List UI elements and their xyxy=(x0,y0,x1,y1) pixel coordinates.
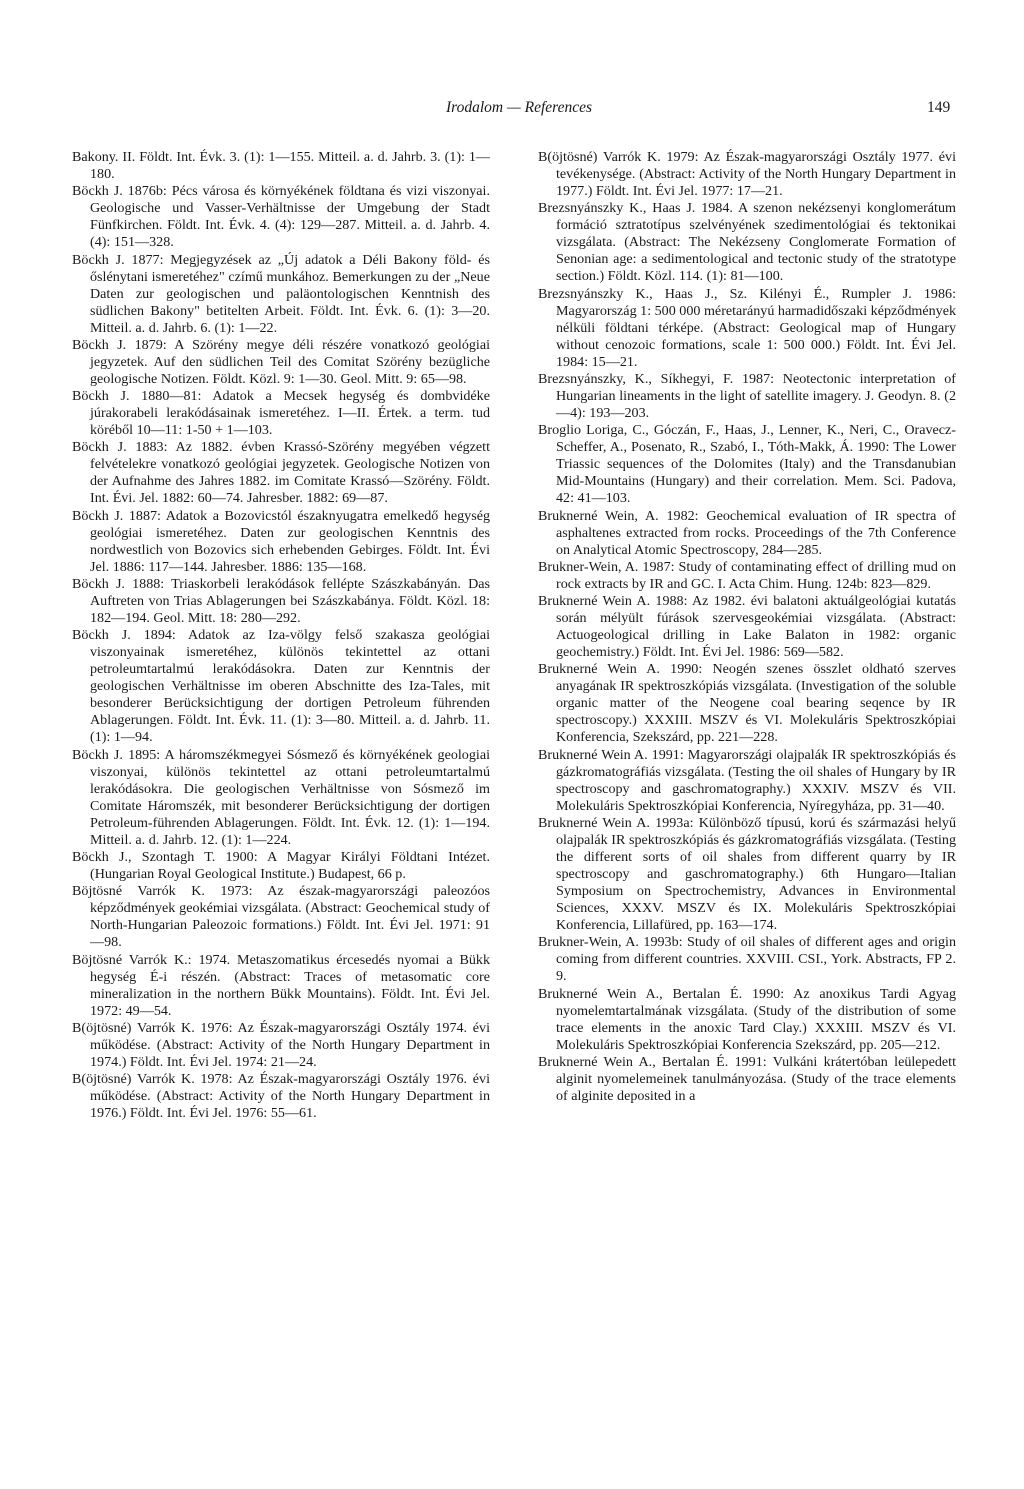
reference-entry: Böckh J. 1879: A Szörény megye déli részére vonatkozó geológiai jegyzetek. Auf den südlichen Teil des Comitat Szörény bezügliche geologische Notizen. Földt. Közl. 9: 1—30. Geol. Mitt. 9: 65—98. xyxy=(72,336,490,387)
reference-entry: Bruknerné Wein A. 1990: Neogén szenes összlet oldható szerves anyagának IR spektroszkópiás vizsgálata. (Investigation of the soluble organic matter of the Neogene coal bearing seqence by IR spectroscopy.) XXXIII. MSZV és VI. Molekuláris Spektroszkópiai Konferencia, Szekszárd, pp. 221—228. xyxy=(538,661,956,746)
reference-entry: Brezsnyánszky K., Haas J., Sz. Kilényi É., Rumpler J. 1986: Magyarország 1: 500 000 méretarányú harmadidőszaki képződmények nélküli földtani térképe. (Abstract: Geological map of Hungary without cenozoic formations, scale 1: 500 000.) Földt. Int. Évi Jel. 1984: 15—21. xyxy=(538,285,956,370)
reference-entry: Brezsnyánszky, K., Síkhegyi, F. 1987: Neotectonic interpretation of Hungarian lineaments in the light of satellite imagery. J. Geodyn. 8. (2—4): 193—203. xyxy=(538,370,956,422)
reference-entry: B(öjtösné) Varrók K. 1978: Az Észak-magyarországi Osztály 1976. évi működése. (Abstract: Activity of the North Hungary Department in 1976.) Földt. Int. Évi Jel. 1976: 55—61. xyxy=(72,1071,490,1122)
reference-entry: Böckh J. 1887: Adatok a Bozovicstól északnyugatra emelkedő hegység geológiai ismeretéhez. Daten zur geologischen Kenntnis des nordwestlich von Bozovics sich erhebenden Gebirges. Földt. Int. Évi Jel. 1886: 117—144. Jahresber. 1886: 135—168. xyxy=(72,507,490,575)
reference-entry: Brezsnyánszky K., Haas J. 1984. A szenon nekézsenyi konglomerátum formáció sztratotípus szelvényének szedimentológiai és tektonikai vizsgálata. (Abstract: The Nekézseny Conglomerate Formation of Senonian age: a sedimentological and tectonic study of the stratotype section.) Földt. Közl. 114. (1): 81—100. xyxy=(538,200,956,285)
reference-entry: Bruknerné Wein A. 1993a: Különböző típusú, korú és származási helyű olajpalák IR spektroszkópiás és gázkromatográfiás vizsgálata. (Testing the different sorts of oil shales from different quarry by IR spectroscopy and gaschromatography.) 6th Hungaro—Italian Symposium on Spectrochemistry, Advances in Environmental Sciences, XXXV. MSZV és IX. Molekuláris Spektroszkópiai Konferencia, Lillafüred, pp. 163—174. xyxy=(538,814,956,934)
reference-entry: Brukner-Wein, A. 1987: Study of contaminating effect of drilling mud on rock extracts by IR and GC. I. Acta Chim. Hung. 124b: 823—829. xyxy=(538,558,956,592)
reference-entry: Böckh J. 1883: Az 1882. évben Krassó-Szörény megyében végzett felvételekre vonatkozó geológiai jegyzetek. Geologische Notizen von der Aufnahme des Jahres 1882. im Comitate Krassó—Szörény. Földt. Int. Évi. Jel. 1882: 60—74. Jahresber. 1882: 69—87. xyxy=(72,439,490,507)
left-column xyxy=(72,149,490,1122)
reference-entry: Bruknerné Wein A., Bertalan É. 1991: Vulkáni krátertóban leülepedett alginit nyomelemeinek tanulmányozása. (Study of the trace elements of alginite deposited in a xyxy=(538,1053,956,1104)
reference-entry: Bakony. II. Földt. Int. Évk. 3. (1): 1—155. Mitteil. a. d. Jahrb. 3. (1): 1—180. xyxy=(72,149,490,183)
reference-entry: Böckh J. 1895: A háromszékmegyei Sósmező és környékének geologiai viszonyai, különös tekintettel az ottani petroleumtartalmú lerakódásokra. Die geologischen Verhältnisse von Sósmező im Comitate Háromszék, mit besonderer Berücksichtigung der dortigen Petroleum-führenden Ablagerungen. Földt. Int. Évk. 12. (1): 1—194. Mitteil. a. d. Jahrb. 12. (1): 1—224. xyxy=(72,746,490,848)
reference-entry: Böckh J. 1876b: Pécs városa és környékének földtana és vizi viszonyai. Geologische und Vasser-Verhältnisse der Umgebung der Stadt Fünfkirchen. Földt. Int. Évk. 4. (4): 129—287. Mitteil. a. d. Jahrb. 4. (4): 151—328. xyxy=(72,183,490,251)
reference-entry: Böckh J. 1880—81: Adatok a Mecsek hegység és dombvidéke júrakorabeli lerakódásainak ismeretéhez. I—II. Értek. a term. tud köréből 10—11: 1-50 + 1—103. xyxy=(72,388,490,439)
reference-entry: Böjtösné Varrók K.: 1974. Metaszomatikus ércesedés nyomai a Bükk hegység É-i részén. (Abstract: Traces of metasomatic core mineralization in the northern Bükk Mountains). Földt. Int. Évi Jel. 1972: 49—54. xyxy=(72,951,490,1019)
reference-entry: Bruknerné Wein, A. 1982: Geochemical evaluation of IR spectra of asphaltenes extracted from rocks. Proceedings of the 7th Conference on Analytical Atomic Spectroscopy, 284—285. xyxy=(538,507,956,558)
reference-entry: Bruknerné Wein A., Bertalan É. 1990: Az anoxikus Tardi Agyag nyomelemtartalmának vizsgálata. (Study of the distribution of some trace elements in the anoxic Tard Clay.) XXXIII. MSZV és VI. Molekuláris Spektroszkópiai Konferencia Szekszárd, pp. 205—212. xyxy=(538,985,956,1053)
reference-entry: Bruknerné Wein A. 1988: Az 1982. évi balatoni aktuálgeológiai kutatás során mélyült fúrások szervesgeokémiai vizsgálata. (Abstract: Actuogeological drilling in Lake Balaton in 1982: organic geochemistry.) Földt. Int. Évi Jel. 1986: 569—582. xyxy=(538,592,956,661)
reference-entry: Böckh J. 1888: Triaskorbeli lerakódások fellépte Szászkabányán. Das Auftreten von Trias Ablagerungen bei Szászkabánya. Földt. Közl. 18: 182—194. Geol. Mitt. 18: 280—292. xyxy=(72,575,490,627)
reference-entry: Böjtösné Varrók K. 1973: Az észak-magyarországi paleozóos képződmények geokémiai vizsgálata. (Abstract: Geochemical study of North-Hungarian Paleozoic formations.) Földt. Int. Évi Jel. 1971: 91—98. xyxy=(72,883,490,951)
reference-entry: Bruknerné Wein A. 1991: Magyarországi olajpalák IR spektroszkópiás és gázkromatográfiás vizsgálata. (Testing the oil shales of Hungary by IR spectroscopy and gaschromatography.) XXXIV. MSZV és VII. Molekuláris Spektroszkópiai Konferencia, Nyíregyháza, pp. 31—40. xyxy=(538,746,956,814)
reference-entry: B(öjtösné) Varrók K. 1979: Az Észak-magyarországi Osztály 1977. évi tevékenysége. (Abstract: Activity of the North Hungary Department in 1977.) Földt. Int. Évi Jel. 1977: 17—21. xyxy=(538,149,956,200)
reference-entry: Brukner-Wein, A. 1993b: Study of oil shales of different ages and origin coming from different countries. XXVIII. CSI., York. Abstracts, FP 2. 9. xyxy=(538,934,956,985)
reference-entry: Böckh J., Szontagh T. 1900: A Magyar Királyi Földtani Intézet. (Hungarian Royal Geological Institute.) Budapest, 66 p. xyxy=(72,849,490,883)
page-number: 149 xyxy=(927,99,951,116)
reference-entry: B(öjtösné) Varrók K. 1976: Az Észak-magyarországi Osztály 1974. évi működése. (Abstract: Activity of the North Hungary Department in 1974.) Földt. Int. Évi Jel. 1974: 21—24. xyxy=(72,1019,490,1070)
running-head: Irodalom — References xyxy=(446,99,593,116)
reference-entry: Böckh J. 1894: Adatok az Iza-völgy felső szakasza geológiai viszonyainak ismeretéhez, különös tekintettel az ottani petroleumtartalmú lerakódásokra. Daten zur Kenntnis der geologischen Verhältnisse im oberen Abschnitte des Iza-Tales, mit besonderer Berücksichtigung der dortigen Petroleum führenden Ablagerungen. Földt. Int. Évk. 11. (1): 3—80. Mitteil. a. d. Jahrb. 11. (1): 1—94. xyxy=(72,627,490,746)
reference-entry: Böckh J. 1877: Megjegyzések az „Új adatok a Déli Bakony föld- és őslénytani ismeretéhez" czímű munkához. Bemerkungen zu der „Neue Daten zur geologischen und paläontologischen Kenntnish des südlichen Bakony" betitelten Arbeit. Földt. Int. Évk. 6. (1): 3—20. Mitteil. a. d. Jahrb. 6. (1): 1—22. xyxy=(72,251,490,336)
right-column xyxy=(538,149,956,1105)
reference-entry: Broglio Loriga, C., Góczán, F., Haas, J., Lenner, K., Neri, C., Oravecz-Scheffer, A., Posenato, R., Szabó, I., Tóth-Makk, Á. 1990: The Lower Triassic sequences of the Dolomites (Italy) and the Transdanubian Mid-Mountains (Hungary) and their correlation. Mem. Sci. Padova, 42: 41—103. xyxy=(538,422,956,507)
